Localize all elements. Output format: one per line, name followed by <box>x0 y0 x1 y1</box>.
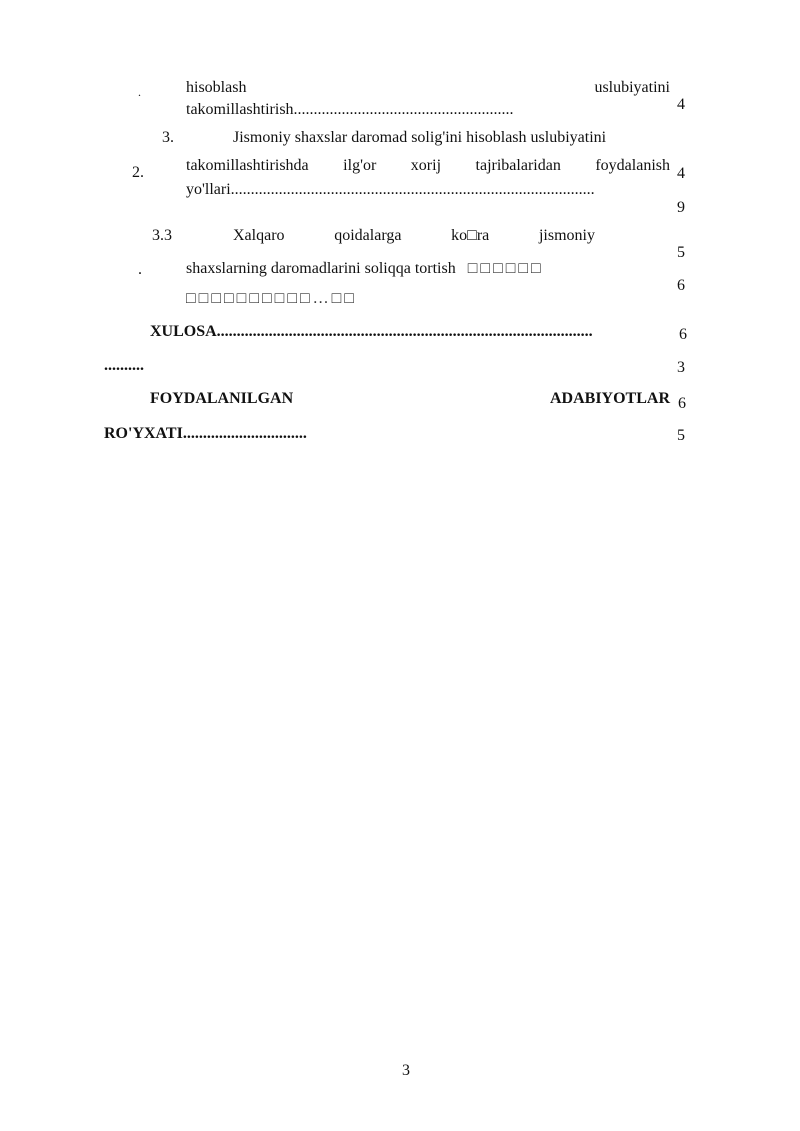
entry2-page-b: 9 <box>677 199 685 216</box>
xulosa-line: XULOSA.............................................................................................. <box>150 323 593 340</box>
entry3-word1: Xalqaro <box>233 227 285 244</box>
references-word1: FOYDALANILGAN <box>150 390 294 407</box>
entry1-line2: takomillashtirish....................................................... <box>186 101 514 118</box>
entry3-line2-glyphs: □□□□□□ <box>467 260 544 277</box>
entry2-line1: Jismoniy shaxslar daromad solig'ini hisoblash uslubiyatini <box>233 129 607 146</box>
entry2-page-a: 4 <box>677 165 685 182</box>
references-word2: ADABIYOTLAR <box>549 390 670 407</box>
entry2-num-top: 3. <box>162 129 174 146</box>
entry2-num-left: 2. <box>132 164 144 181</box>
entry1-word-left: hisoblash <box>186 79 247 96</box>
entry3-line2-text: shaxslarning daromadlarini soliqqa tortish <box>186 260 456 277</box>
references-page-a: 6 <box>678 395 686 412</box>
entry3-num: 3.3 <box>152 227 172 244</box>
entry3-line2 <box>186 259 544 279</box>
entry3-word2: qoidalarga <box>334 227 402 244</box>
xulosa-page-b: 3 <box>677 359 685 376</box>
xulosa-page-a: 6 <box>679 326 687 343</box>
page-number: 3 <box>402 1062 410 1079</box>
entry1-page: 4 <box>677 96 685 113</box>
references-page-b: 5 <box>677 427 685 444</box>
entry3-word3: ko□ra <box>451 227 490 244</box>
entry3-marker: . <box>138 261 142 278</box>
references-line1 <box>150 389 670 409</box>
entry2-line3: yo'llari........................................................................................... <box>186 181 595 198</box>
entry3-page-a: 5 <box>677 244 685 261</box>
entry2-line2 <box>186 156 670 176</box>
entry3-line3-glyphs: □□□□□□□□□□…□□ <box>186 290 357 307</box>
references-line2: RO'YXATI............................... <box>104 425 307 442</box>
xulosa-continuation: .......... <box>104 357 144 374</box>
entry2-line2-text: takomillashtirishda ilg'or xorij tajribalaridan foydalanish <box>186 157 670 174</box>
entry3-line1 <box>233 226 595 246</box>
entry3-word4: jismoniy <box>538 227 595 244</box>
entry1-word-right: uslubiyatini <box>594 79 670 96</box>
entry1-marker: . <box>138 85 141 99</box>
toc-entry-line <box>186 78 670 98</box>
entry3-page-b: 6 <box>677 277 685 294</box>
